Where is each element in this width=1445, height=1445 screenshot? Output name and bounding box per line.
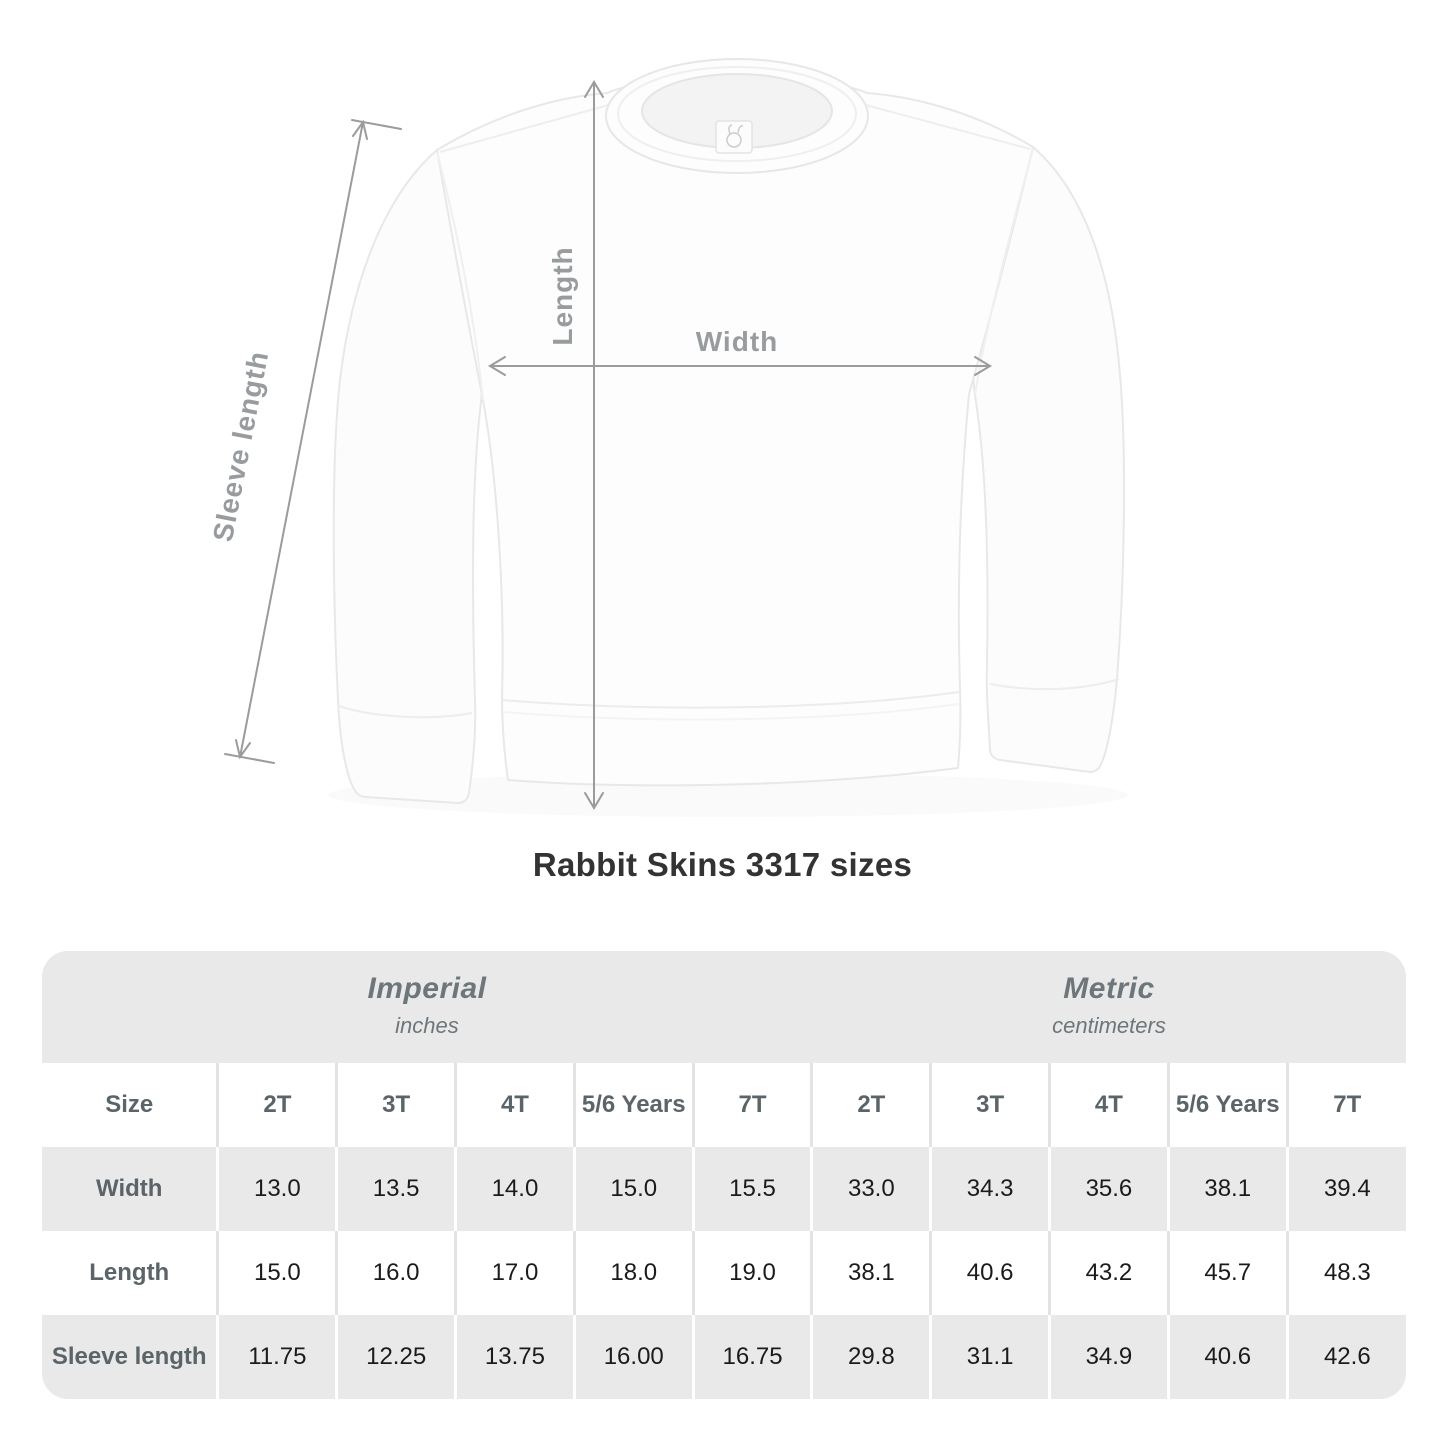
size-table	[42, 951, 1406, 1399]
column-header-metric-56y: 5/6 Years	[1168, 1063, 1287, 1147]
length-cell: 18.0	[574, 1231, 693, 1315]
width-cell: 13.0	[218, 1147, 337, 1231]
width-cell: 14.0	[456, 1147, 575, 1231]
row-label-length: Length	[42, 1231, 218, 1315]
table-row-sleeve-length	[42, 1315, 1406, 1399]
sleeve-cell: 34.9	[1050, 1315, 1169, 1399]
metric-section-header	[812, 951, 1406, 1063]
page-title: Rabbit Skins 3317 sizes	[532, 846, 913, 883]
column-header-row	[42, 1063, 1406, 1147]
sleeve-cell: 11.75	[218, 1315, 337, 1399]
width-cell: 33.0	[812, 1147, 931, 1231]
metric-section-title: Metric	[1063, 972, 1155, 1005]
width-cell: 34.3	[931, 1147, 1050, 1231]
width-cell: 38.1	[1168, 1147, 1287, 1231]
column-header-imperial-4t: 4T	[456, 1063, 575, 1147]
size-table-grid	[42, 951, 1406, 1399]
table-row-length	[42, 1231, 1406, 1315]
sweatshirt-body	[437, 78, 1033, 785]
row-label-width: Width	[42, 1147, 218, 1231]
row-label-sleeve-length: Sleeve length	[42, 1315, 218, 1399]
sleeve-cell: 42.6	[1287, 1315, 1406, 1399]
column-header-metric-3t: 3T	[931, 1063, 1050, 1147]
sleeve-cell: 40.6	[1168, 1315, 1287, 1399]
neck-label	[716, 121, 752, 153]
sleeve-cell: 29.8	[812, 1315, 931, 1399]
length-cell: 19.0	[693, 1231, 812, 1315]
table-row-width	[42, 1147, 1406, 1231]
sleeve-dimension-label: Sleeve length	[206, 348, 275, 545]
metric-section-unit: centimeters	[1052, 1013, 1166, 1038]
column-header-imperial-3t: 3T	[337, 1063, 456, 1147]
sleeve-cell: 13.75	[456, 1315, 575, 1399]
length-cell: 43.2	[1050, 1231, 1169, 1315]
width-dimension-label: Width	[695, 326, 779, 357]
imperial-section-header	[42, 951, 812, 1063]
length-cell: 17.0	[456, 1231, 575, 1315]
size-column-header: Size	[42, 1063, 218, 1147]
sleeve-cell: 31.1	[931, 1315, 1050, 1399]
length-cell: 45.7	[1168, 1231, 1287, 1315]
imperial-section-unit: inches	[395, 1013, 459, 1038]
width-cell: 13.5	[337, 1147, 456, 1231]
column-header-metric-4t: 4T	[1050, 1063, 1169, 1147]
column-header-metric-7t: 7T	[1287, 1063, 1406, 1147]
column-header-imperial-7t: 7T	[693, 1063, 812, 1147]
unit-band-row	[42, 951, 1406, 1063]
length-cell: 16.0	[337, 1231, 456, 1315]
imperial-section-title: Imperial	[367, 972, 487, 1005]
length-cell: 40.6	[931, 1231, 1050, 1315]
column-header-imperial-2t: 2T	[218, 1063, 337, 1147]
length-cell: 15.0	[218, 1231, 337, 1315]
sleeve-cell: 16.00	[574, 1315, 693, 1399]
length-dimension-label: Length	[547, 246, 578, 346]
column-header-metric-2t: 2T	[812, 1063, 931, 1147]
width-cell: 15.0	[574, 1147, 693, 1231]
length-cell: 38.1	[812, 1231, 931, 1315]
sleeve-cell: 16.75	[693, 1315, 812, 1399]
sleeve-cell: 12.25	[337, 1315, 456, 1399]
width-cell: 15.5	[693, 1147, 812, 1231]
width-cell: 35.6	[1050, 1147, 1169, 1231]
column-header-imperial-56y: 5/6 Years	[574, 1063, 693, 1147]
length-cell: 48.3	[1287, 1231, 1406, 1315]
width-cell: 39.4	[1287, 1147, 1406, 1231]
